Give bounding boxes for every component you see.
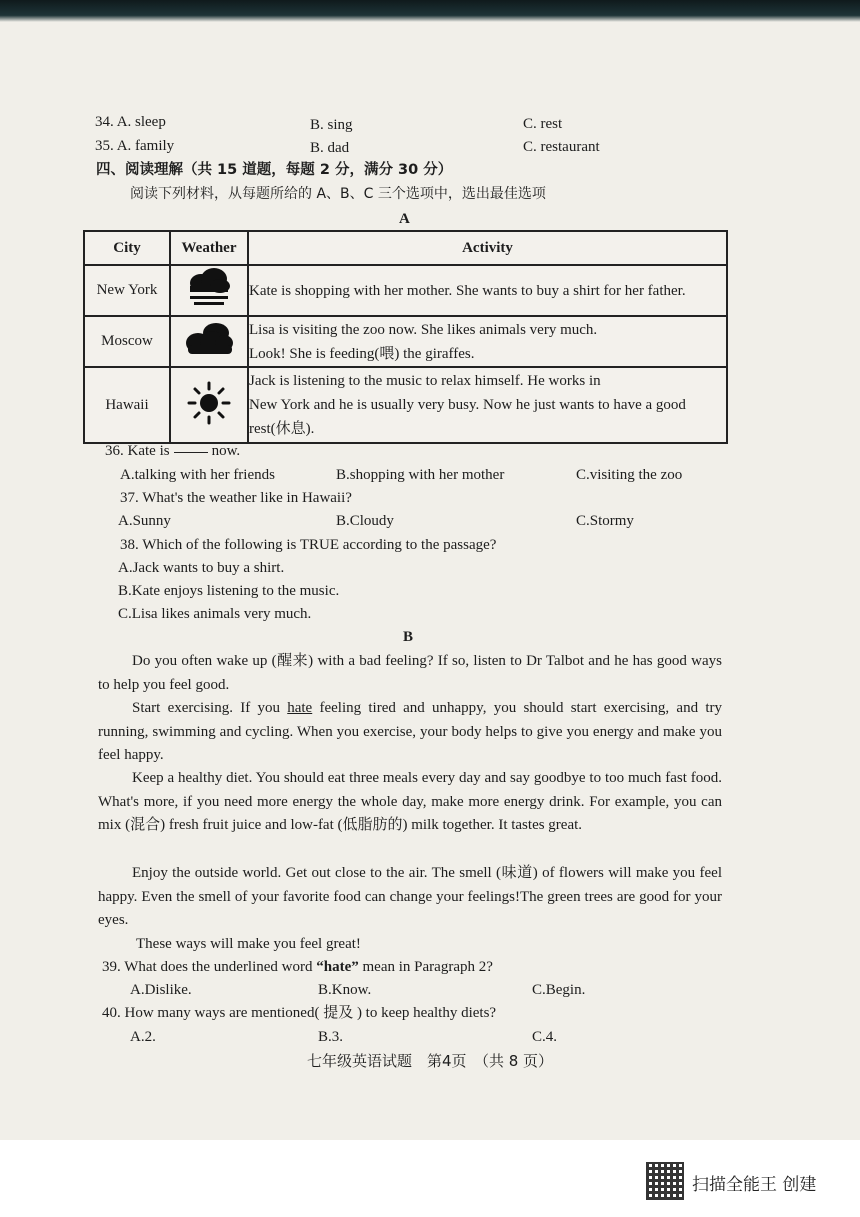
q36-stem: 36. Kate is now. [105, 443, 241, 459]
header-activity: Activity [248, 231, 727, 265]
q40-option-a: A.2. [130, 1029, 156, 1045]
q38-option-b: B.Kate enjoys listening to the music. [118, 583, 340, 599]
q37-option-c: C.Stormy [576, 513, 634, 529]
activity-cell: Jack is listening to the music to relax himself. He works in New York and he is usually very busy. Now he just wants to have a good rest(休息). [248, 367, 727, 443]
q40-stem: 40. How many ways are mentioned( 提及 ) to keep healthy diets? [102, 1005, 497, 1021]
table-row [84, 265, 727, 316]
q39-option-b: B.Know. [318, 982, 372, 998]
q39-option-c: C.Begin. [532, 982, 586, 998]
paragraph-1: Do you often wake up (醒来) with a bad feeling? If so, listen to Dr Talbot and he has good ways to help you feel good. [98, 653, 722, 693]
city-cell: New York [84, 265, 170, 316]
q38-option-a: A.Jack wants to buy a shirt. [118, 560, 285, 576]
city-cell: Hawaii [84, 367, 170, 443]
passage-a-label: A [399, 211, 410, 227]
qr-code-icon [646, 1162, 684, 1200]
q36-option-c: C.visiting the zoo [576, 467, 683, 483]
q37-stem: 37. What's the weather like in Hawaii? [120, 490, 352, 506]
sun-icon [170, 367, 248, 443]
header-weather: Weather [170, 231, 248, 265]
section-title: 四、阅读理解（共 15 道题，每题 2 分，满分 30 分） [96, 162, 453, 178]
q40-option-c: C.4. [532, 1029, 558, 1045]
underlined-word: hate [287, 700, 313, 716]
scanner-watermark: 扫描全能王 创建 [692, 1175, 817, 1195]
q40-option-b: B.3. [318, 1029, 344, 1045]
q36-option-a: A.talking with her friends [120, 467, 275, 483]
table-header-row [84, 231, 727, 265]
q34-c: C. rest [523, 116, 563, 132]
paragraph-3: Keep a healthy diet. You should eat three meals every day and say goodbye to too much fast food. What's more, if you need more energy the whole day, make more energy drink. For example, you can mix (混合) fresh fruit juice and low-fat (低脂肪的) milk together. It tastes great. [98, 770, 722, 833]
q34-b: B. sing [310, 117, 353, 133]
q39-stem: 39. What does the underlined word “hate” mean in Paragraph 2? [102, 959, 493, 975]
cloud-icon [170, 316, 248, 367]
q35-c: C. restaurant [523, 139, 600, 155]
passage-b-label: B [403, 629, 414, 645]
q38-stem: 38. Which of the following is TRUE according to the passage? [120, 537, 497, 553]
table-row [84, 367, 727, 443]
paragraph-5: These ways will make you feel great! [136, 936, 361, 952]
activity-cell: Lisa is visiting the zoo now. She likes animals very much. Look! She is feeding(喂) the giraffes. [248, 316, 727, 367]
q35-b: B. dad [310, 140, 350, 156]
q34-a: 34. A. sleep [95, 114, 166, 130]
table-row [84, 316, 727, 367]
paragraph-2: Start exercising. If you hate feeling tired and unhappy, you should start exercising, and try running, swimming and cycling. When you exercise, your body helps to give you energy and make you feel happy. [98, 700, 723, 763]
activity-cell: Kate is shopping with her mother. She wants to buy a shirt for her father. [248, 265, 727, 316]
weather-table [83, 230, 728, 444]
paragraph-4: Enjoy the outside world. Get out close to the air. The smell (味道) of flowers will make you feel happy. Even the smell of your favorite food can change your feelings!The green trees are good for your eyes. [98, 865, 722, 928]
page-footer: 七年级英语试题 第4页 （共 8 页） [306, 1052, 554, 1070]
q37-option-b: B.Cloudy [336, 513, 394, 529]
q37-option-a: A.Sunny [118, 513, 171, 529]
rain-cloud-icon [170, 265, 248, 316]
q35-a: 35. A. family [95, 138, 175, 154]
q38-option-c: C.Lisa likes animals very much. [118, 606, 312, 622]
q39-option-a: A.Dislike. [130, 982, 192, 998]
city-cell: Moscow [84, 316, 170, 367]
q36-option-b: B.shopping with her mother [336, 467, 505, 483]
section-instruction: 阅读下列材料，从每题所给的 A、B、C 三个选项中，选出最佳选项 [130, 186, 546, 202]
header-city: City [84, 231, 170, 265]
scan-edge [0, 0, 860, 22]
